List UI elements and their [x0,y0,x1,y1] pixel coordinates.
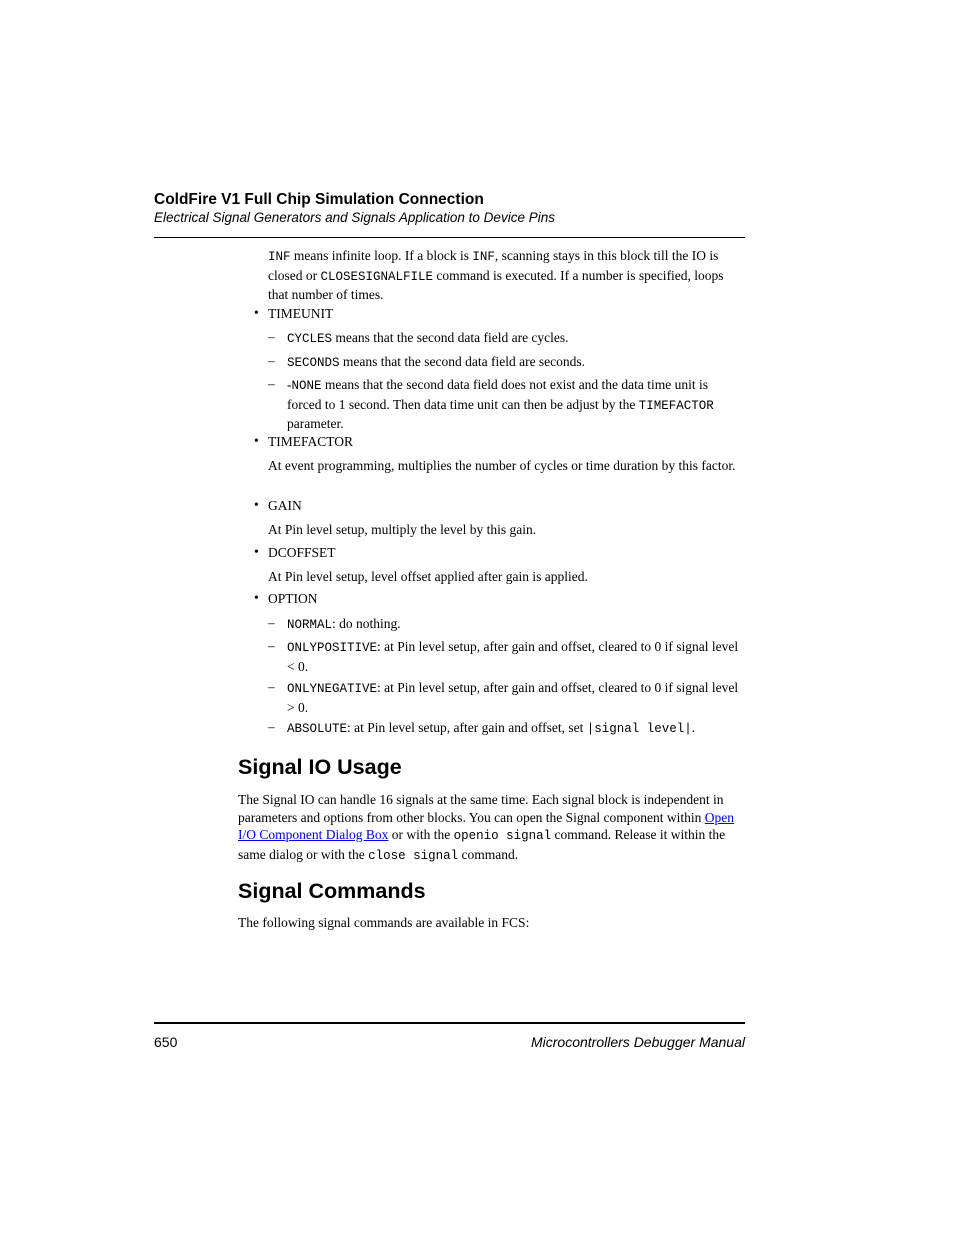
code-absolute: ABSOLUTE [287,722,348,736]
none-prefix: - [287,377,292,392]
timeunit-item-text: parameter. [287,416,344,431]
timeunit-item-none [287,376,742,433]
dash-glyph: – [268,353,275,368]
signal-io-text-4: command. [458,846,519,862]
code-none: NONE [291,379,322,393]
bullet-glyph: • [254,544,259,559]
option-item-normal [287,615,742,635]
code-cycles: CYCLES [287,332,333,346]
signal-io-text-2: or with the [388,827,454,842]
option-item-onlypositive [287,638,742,675]
header-rule [154,237,745,238]
option-item-absolute [287,719,742,739]
footer-rule [154,1022,745,1024]
gain-description: At Pin level setup, multiply the level by this gain. [268,522,537,537]
signal-io-paragraph [238,791,744,865]
option-item-text: : at Pin level setup, after gain and offset, set [347,720,587,735]
option-item-text: : at Pin level setup, after gain and offset, cleared to 0 if signal level > 0. [287,680,739,715]
gain-label: GAIN [268,498,302,513]
timefactor-description: At event programming, multiplies the number of cycles or time duration by this factor. [268,458,736,473]
dash-glyph: – [268,615,275,630]
bullet-glyph: • [254,497,259,512]
signal-io-text-1: The Signal IO can handle 16 signals at the same time. Each signal block is independent in parameters and options from other blocks. You can open the Signal component within [238,792,724,825]
bullet-glyph: • [254,305,259,320]
code-normal: NORMAL [287,618,333,632]
option-item-text: . [691,720,696,735]
code-seconds: SECONDS [287,356,340,370]
code-inf: INF [268,250,291,264]
running-header-subtitle: Electrical Signal Generators and Signals Application to Device Pins [154,210,555,225]
code-inf-2: INF [472,250,495,264]
timeunit-item-text: means that the second data field are seconds. [339,354,586,369]
dash-glyph: – [268,719,275,734]
option-item-text: : at Pin level setup, after gain and offset, cleared to 0 if signal level < 0. [287,639,739,674]
code-close-signal: close signal [368,848,459,863]
code-openio-signal: openio signal [453,829,552,843]
code-onlynegative: ONLYNEGATIVE [287,682,378,696]
dash-glyph: – [268,679,275,694]
option-item-text: : do nothing. [332,616,401,631]
intro-text-1: means infinite loop. If a block is [290,248,473,263]
intro-text-3: command is executed. If a number is specified, loops that number of times. [268,267,724,302]
timeunit-label: TIMEUNIT [268,306,334,321]
open-io-component-dialog-link[interactable]: Open I/O Component Dialog Box [238,809,735,842]
page-number: 650 [154,1034,178,1050]
timeunit-item-text: means that the second data field does not exist and the data time unit is forced to 1 second. Then data time unit can then be adjust by the [287,377,709,412]
option-label: OPTION [268,591,318,606]
signal-commands-paragraph: The following signal commands are available in FCS: [238,915,530,930]
intro-text-2: , scanning stays in this block till the IO is closed or [268,248,719,283]
signal-io-text-3: command. Release it within the same dialog or with the [238,827,726,862]
bullet-glyph: • [254,433,259,448]
running-header-title: ColdFire V1 Full Chip Simulation Connection [154,191,484,208]
bullet-glyph: • [254,590,259,605]
code-timefactor: TIMEFACTOR [638,398,714,413]
dash-glyph: – [268,638,275,653]
dash-glyph: – [268,376,275,391]
footer-manual-title: Microcontrollers Debugger Manual [531,1034,745,1050]
timeunit-item-cycles [287,329,742,349]
code-closesignalfile: CLOSESIGNALFILE [320,269,434,284]
timefactor-label: TIMEFACTOR [268,434,354,449]
timeunit-item-text: means that the second data field are cycles. [332,330,569,345]
dcoffset-description: At Pin level setup, level offset applied after gain is applied. [268,569,588,584]
intro-paragraph [268,247,745,304]
timeunit-item-seconds [287,353,742,373]
section-heading-signal-commands: Signal Commands [238,879,426,903]
code-onlypositive: ONLYPOSITIVE [287,641,378,655]
code-signal-level: |signal level| [586,722,692,736]
option-item-onlynegative [287,679,742,716]
dash-glyph: – [268,329,275,344]
dcoffset-label: DCOFFSET [268,545,336,560]
section-heading-signal-io-usage: Signal IO Usage [238,755,402,779]
